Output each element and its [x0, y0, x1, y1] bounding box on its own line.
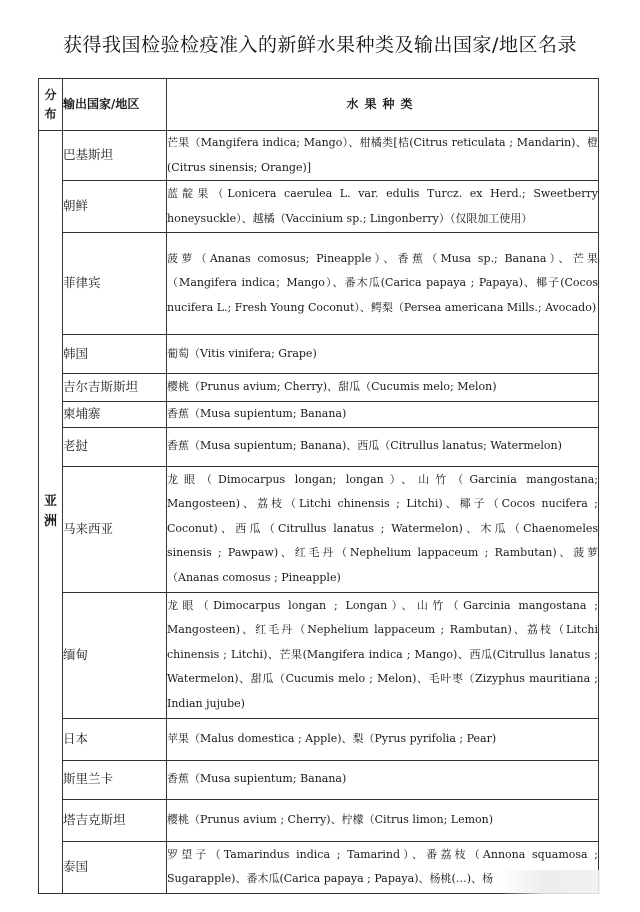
page-title: 获得我国检验检疫准入的新鲜水果种类及输出国家/地区名录 [63, 34, 577, 56]
table-row [39, 760, 599, 799]
table-row [39, 718, 599, 760]
fruit-cell: 菠萝（Ananas comosus; Pineapple）、香蕉（Musa sp.; Banana）、芒果（Mangifera indica；Mango）、番木瓜(Carica papaya ; Papaya)、椰子(Cocos nucifera L.; Fresh Young Coconut）、鳄梨（Persea americana Mills.; Avocado) [167, 233, 599, 335]
fruit-cell: 苹果（Malus domestica ; Apple)、梨（Pyrus pyrifolia ; Pear) [167, 718, 599, 760]
table-row [39, 335, 599, 374]
table-row [39, 592, 599, 718]
fruit-cell: 蓝靛果（Lonicera caerulea L. var. edulis Turcz. ex Herd.; Sweetberry honeysuckle）、越橘（Vaccinium sp.; Lingonberry）（仅限加工使用） [167, 181, 599, 233]
country-cell: 泰国 [63, 841, 167, 893]
table-row [39, 374, 599, 402]
country-cell: 柬埔寨 [63, 402, 167, 428]
country-cell: 吉尔吉斯斯坦 [63, 374, 167, 402]
country-cell: 马来西亚 [63, 466, 167, 592]
country-cell: 缅甸 [63, 592, 167, 718]
fruit-cell: 香蕉（Musa supientum; Banana) [167, 402, 599, 428]
country-cell: 朝鲜 [63, 181, 167, 233]
country-cell: 韩国 [63, 335, 167, 374]
region-label: 亚洲 [43, 493, 57, 529]
fruit-cell: 葡萄（Vitis vinifera; Grape) [167, 335, 599, 374]
fruit-cell: 香蕉（Musa supientum; Banana) [167, 760, 599, 799]
table-row [39, 427, 599, 466]
fruit-cell: 芒果（Mangifera indica; Mango）、柑橘类[桔(Citrus reticulata ; Mandarin)、橙(Citrus sinensis; Orange)] [167, 131, 599, 181]
fruit-cell: 香蕉（Musa supientum; Banana)、西瓜（Citrullus lanatus; Watermelon) [167, 427, 599, 466]
table-row [39, 181, 599, 233]
table-row [39, 131, 599, 181]
country-cell: 斯里兰卡 [63, 760, 167, 799]
table-row [39, 466, 599, 592]
fruit-cell: 樱桃（Prunus avium; Cherry)、甜瓜（Cucumis melo; Melon) [167, 374, 599, 402]
country-cell: 菲律宾 [63, 233, 167, 335]
header-fruit: 水果种类 [167, 79, 599, 131]
country-cell: 日本 [63, 718, 167, 760]
watermark-blur [500, 870, 600, 894]
region-cell [39, 131, 63, 894]
fruit-table [38, 78, 599, 894]
country-cell: 塔吉克斯坦 [63, 799, 167, 841]
header-country: 输出国家/地区 [63, 79, 167, 131]
table-row [39, 799, 599, 841]
country-cell: 老挝 [63, 427, 167, 466]
fruit-cell: 龙眼（Dimocarpus longan; longan）、山竹（Garcinia mangostana; Mangosteen)、荔枝（Litchi chinensis ; Litchi)、椰子（Cocos nucifera ; Coconut)、西瓜（Citrullus lanatus ; Watermelon)、木瓜（Chaenomeles sinensis ; Pawpaw)、红毛丹（Nephelium lappaceum ; Rambutan)、菠萝（Ananas comosus ; Pineapple) [167, 466, 599, 592]
table-row [39, 233, 599, 335]
table-header-row [39, 79, 599, 131]
header-region: 分布 [39, 79, 63, 131]
fruit-cell: 樱桃（Prunus avium ; Cherry)、柠檬（Citrus limon; Lemon) [167, 799, 599, 841]
table-row [39, 402, 599, 428]
fruit-cell: 罗望子（Tamarindus indica ; Tamarind）、番荔枝（Annona squamosa ; Sugarapple)、番木瓜(Carica papaya ; Papaya)、杨桃(…)、杨 [167, 841, 599, 893]
fruit-cell: 龙眼（Dimocarpus longan ; Longan）、山竹（Garcinia mangostana ; Mangosteen)、红毛丹（Nephelium lappaceum ; Rambutan)、荔枝（Litchi chinensis ; Litchi)、芒果(Mangifera indica ; Mango)、西瓜(Citrullus lanatus ; Watermelon)、甜瓜（Cucumis melo ; Melon)、毛叶枣（Zizyphus mauritiana ; Indian jujube) [167, 592, 599, 718]
country-cell: 巴基斯坦 [63, 131, 167, 181]
